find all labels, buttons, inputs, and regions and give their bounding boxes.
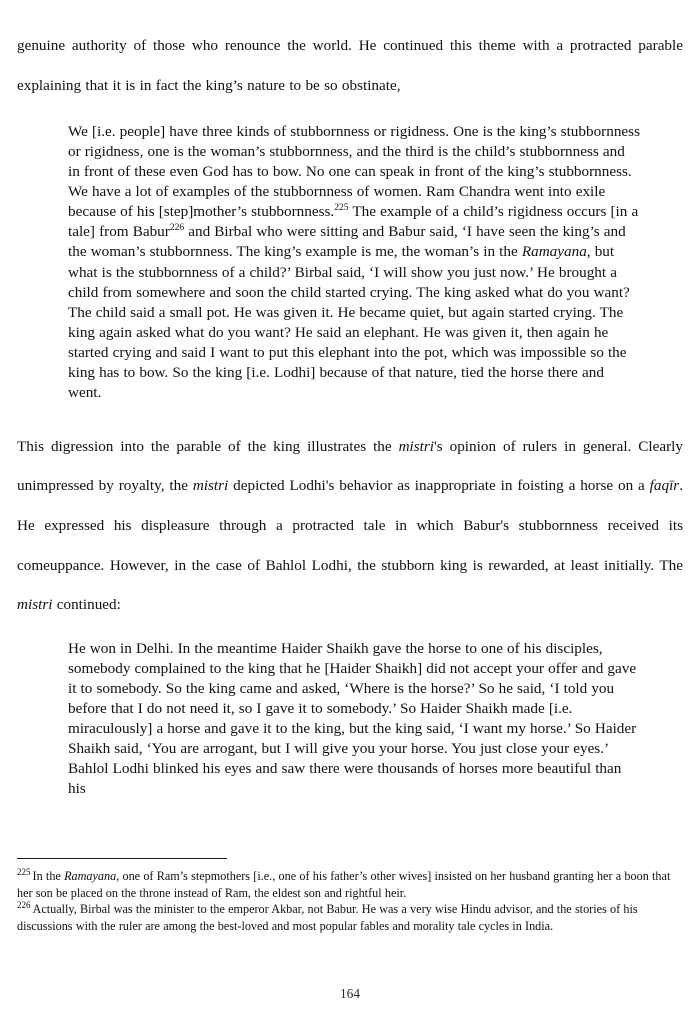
paragraph-2-run-2: 's opinion of rulers in general. Clearly unimpressed by royalty, the: [17, 437, 683, 495]
paragraph-2-run-4: . He expressed his displeasure through a protracted tale in which Babur's stubbornness received its comeuppance. However, in the case of Bahlol Lodhi, the stubborn king is rewarded, at least initially. The: [17, 477, 683, 574]
footnote-section: [17, 858, 683, 934]
body-paragraph-1-text: genuine authority of those who renounce the world. He continued this theme with a protracted parable explaining that it is in fact the king: [17, 37, 683, 94]
quote-1-run-4: , but what is the stubbornness of a child?’ Birbal said, ‘I will show you just now.’ He brought a child from somewhere and soon the child started crying. The king asked what do you want? The child said a small pot. He was given it. He became quiet, but again started crying. The king again asked what do you want? He said an elephant. He was given it, then again he started crying and said I want to put this elephant into the pot, which was impossible so the king has to bow. So the king [i.e. Lodhi] because of that nature, tied the horse there and went.: [68, 243, 630, 401]
paragraph-2-italic-faqir: faqīr: [649, 477, 680, 495]
page-content: [17, 26, 683, 799]
quote-1-run-3: and Birbal who were sitting and Babur said, ‘I have seen the king’s and the woman’s stubbornness. The king’s example is me, the woman’s in the: [68, 223, 626, 261]
paragraph-2-italic-mistri-2: mistri: [192, 477, 229, 495]
footnote-225-run-1: In the: [32, 869, 65, 883]
footnote-reference-226[interactable]: 226: [169, 222, 185, 234]
paragraph-2-italic-mistri-1: mistri: [398, 437, 435, 455]
quote-1-spacer: [17, 403, 683, 427]
paragraph-2-run-5: continued:: [52, 596, 121, 614]
paragraph-2-italic-mistri-3: mistri: [17, 596, 53, 614]
footnote-separator-rule: [17, 858, 227, 859]
paragraph-2-run-1: This digression into the parable of the king illustrates the: [17, 437, 399, 455]
footnote-226-run-1: Actually, Birbal was the minister to the emperor Akbar, not Babur. He was a very wise Hindu advisor, and the stories of his discussions with the ruler are among the best-loved and most popular fables and morality tale cycles in India.: [17, 902, 638, 933]
quote-2-text: He won in Delhi. In the meantime Haider Shaikh gave the horse to one of his disciples, somebody complained to the king that he [Haider Shaikh] did not accept your offer and gave it to somebody. So the king came and asked, ‘Where is the horse?’ So he said, ‘I told you before that I do not need it, so I gave it to somebody.’ So Haider Shaikh made [i.e. miraculously] a horse and gave it to the king, but the king said, ‘I want my horse.’ So Haider Shaikh said, ‘You are arrogant, but I will give you your horse. You just close your eyes.’ Bahlol Lodhi blinked his eyes and saw there were thousands of horses more beautiful than his: [68, 639, 637, 798]
footnote-number-226: 226: [17, 900, 31, 911]
quote-1-run-1: We [i.e. people] have three kinds of stubbornness or rigidness. One is the king’s stubbornness or rigidness, one is the woman’s stubbornness, and the third is the child’s stubbornness and in front of these even God has to bow. No one can speak in front of the king’s stubbornness. We have a lot of examples of the stubbornness of women. Ram Chandra went into exile because of his [step]mother’s stubbornness.: [68, 123, 640, 221]
page-number: 164: [339, 986, 361, 1001]
body-paragraph-1: [17, 26, 683, 105]
body-paragraph-2: [17, 427, 683, 625]
footnote-number-225: 225: [17, 866, 31, 877]
footnote-225-italic-ramayana: Ramayana: [64, 869, 117, 883]
footnote-225: [17, 868, 683, 901]
quote-1-run-2: The example of a child’s rigidness occurs [in a tale] from Babur: [68, 203, 639, 241]
paragraph-2-run-3: depicted Lodhi's behavior as inappropriate in foisting a horse on a: [228, 477, 650, 495]
body-paragraph-1-text-cont: ’s nature to be so obstinate,: [232, 76, 401, 94]
footnote-226: [17, 901, 683, 934]
footnote-225-run-2: , one of Ram’s stepmothers [i.e., one of his father’s other wives] insisted on her husband granting her a boon that her son be placed on the throne instead of Ram, the eldest son and rightful heir.: [17, 869, 671, 900]
block-quotation-1: [17, 122, 683, 403]
footnote-reference-225[interactable]: 225: [334, 202, 349, 214]
block-quotation-2: [17, 639, 683, 799]
quote-1-italic-ramayana: Ramayana: [521, 243, 587, 261]
